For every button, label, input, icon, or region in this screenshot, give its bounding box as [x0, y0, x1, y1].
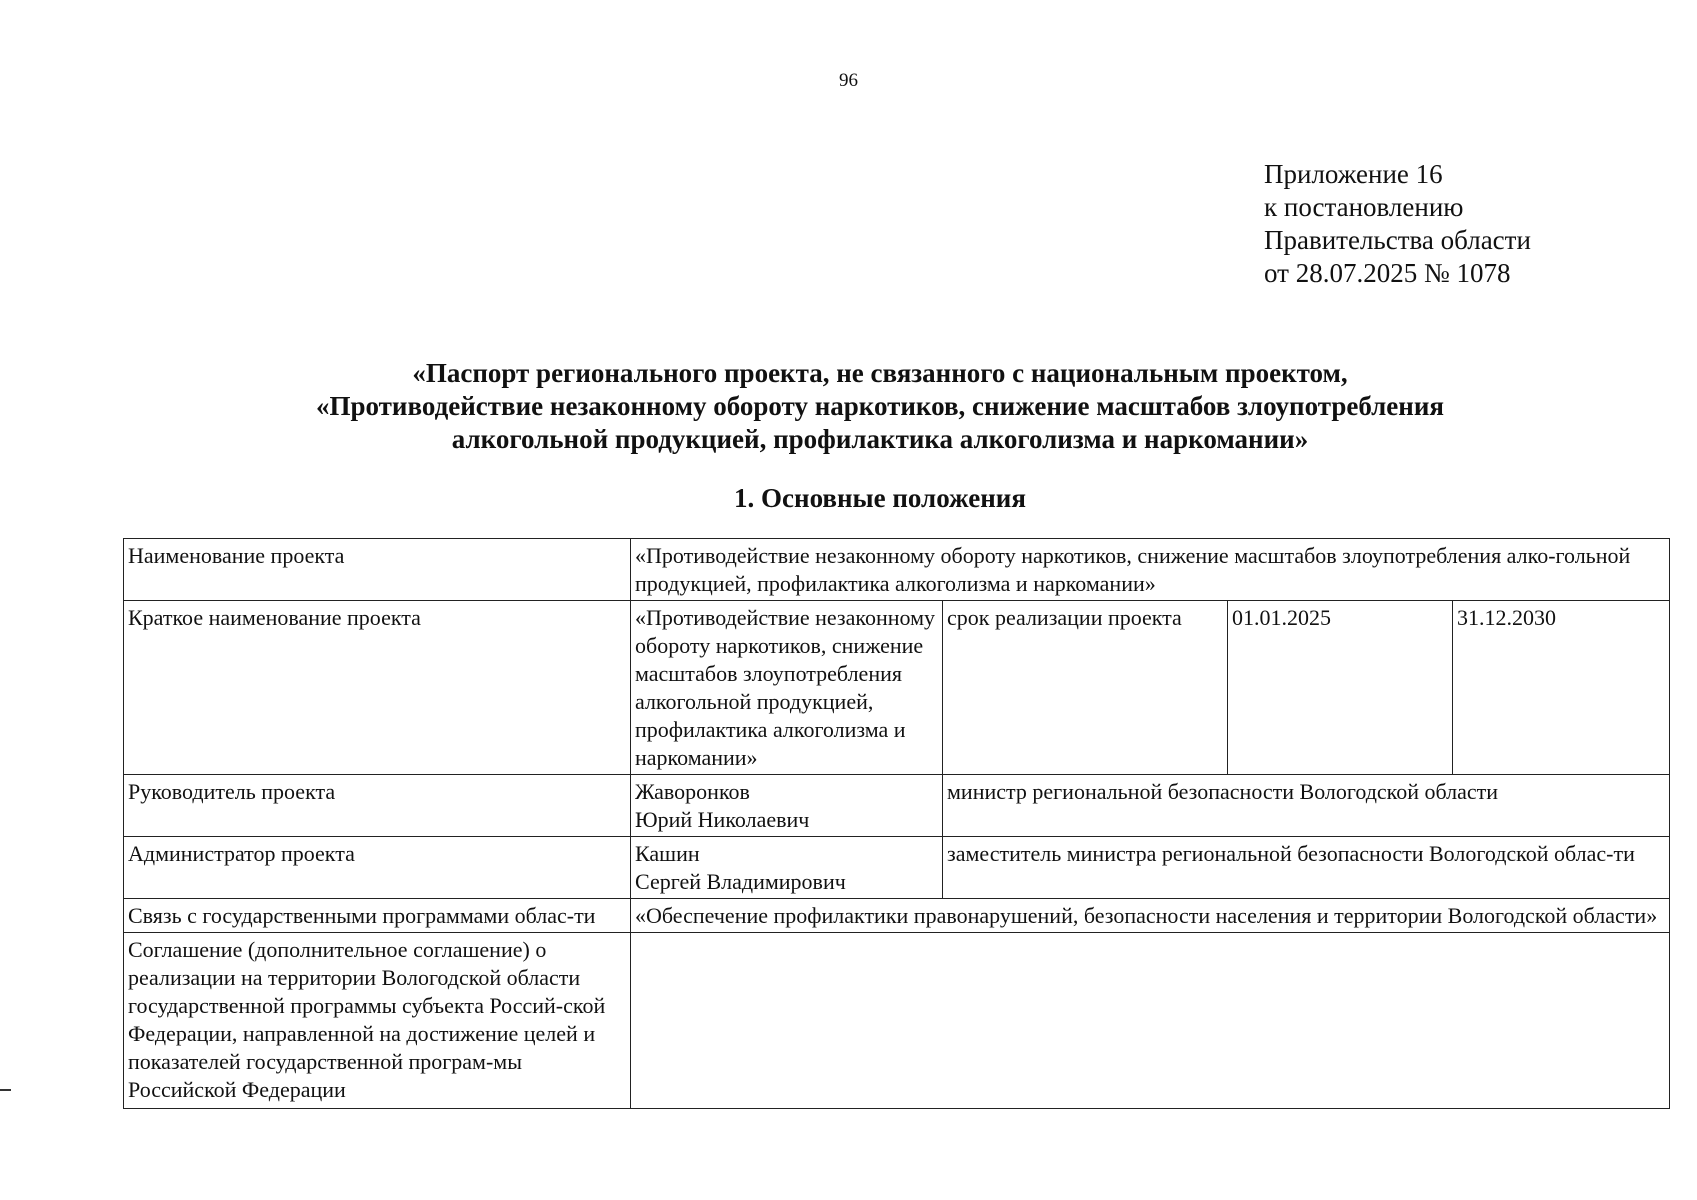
passport-table — [123, 538, 1670, 1109]
administrator-surname: Кашин — [635, 841, 700, 866]
head-given-name: Юрий Николаевич — [635, 807, 810, 832]
section-heading: 1. Основные положения — [734, 483, 1026, 513]
appendix-line: Приложение 16 — [1264, 159, 1443, 189]
title-line: алкогольной продукцией, профилактика алкоголизма и наркомании» — [451, 424, 1309, 454]
administrator-name — [631, 837, 943, 899]
appendix-line: от 28.07.2025 № 1078 — [1264, 258, 1511, 288]
start-date: 01.01.2025 — [1228, 601, 1453, 775]
administrator-given-name: Сергей Владимирович — [635, 869, 846, 894]
scan-margin-mark — [0, 1089, 11, 1091]
head-surname: Жаворонков — [635, 779, 750, 804]
short-name-label: Краткое наименование проекта — [124, 601, 631, 775]
table-row — [124, 601, 1670, 775]
state-programs-value: «Обеспечение профилактики правонарушений, безопасности населения и территории Вологодской области» — [631, 899, 1670, 933]
head-label: Руководитель проекта — [124, 775, 631, 837]
table-row — [124, 539, 1670, 601]
title-line: «Противодействие незаконному обороту наркотиков, снижение масштабов злоупотребления — [315, 391, 1445, 421]
state-programs-label: Связь с государственными программами облас-ти — [124, 899, 631, 933]
table-row — [124, 837, 1670, 899]
table-row — [124, 775, 1670, 837]
table-row — [124, 933, 1670, 1109]
agreement-label: Соглашение (дополнительное соглашение) о реализации на территории Вологодской области государственной программы субъекта Россий-ской Федерации, направленной на достижение целей и показателей государственной програм-мы Российской Федерации — [124, 933, 631, 1109]
term-label: срок реализации проекта — [943, 601, 1228, 775]
administrator-label: Администратор проекта — [124, 837, 631, 899]
document-title — [160, 357, 1600, 456]
page-number: 96 — [839, 70, 858, 91]
head-position: министр региональной безопасности Вологодской области — [943, 775, 1670, 837]
short-name-value: «Противодействие незаконному обороту наркотиков, снижение масштабов злоупотребления алкогольной продукцией, профилактика алкоголизма и наркомании» — [631, 601, 943, 775]
appendix-line: Правительства области — [1264, 225, 1531, 255]
table-row — [124, 899, 1670, 933]
end-date: 31.12.2030 — [1453, 601, 1670, 775]
administrator-position: заместитель министра региональной безопасности Вологодской облас-ти — [943, 837, 1670, 899]
project-name-value: «Противодействие незаконному обороту наркотиков, снижение масштабов злоупотребления алко-гольной продукцией, профилактика алкоголизма и наркомании» — [631, 539, 1670, 601]
appendix-line: к постановлению — [1264, 192, 1464, 222]
project-name-label: Наименование проекта — [124, 539, 631, 601]
appendix-block — [1264, 158, 1531, 290]
title-line: «Паспорт регионального проекта, не связанного с национальным проектом, — [412, 358, 1348, 388]
head-name — [631, 775, 943, 837]
agreement-value — [631, 933, 1670, 1109]
